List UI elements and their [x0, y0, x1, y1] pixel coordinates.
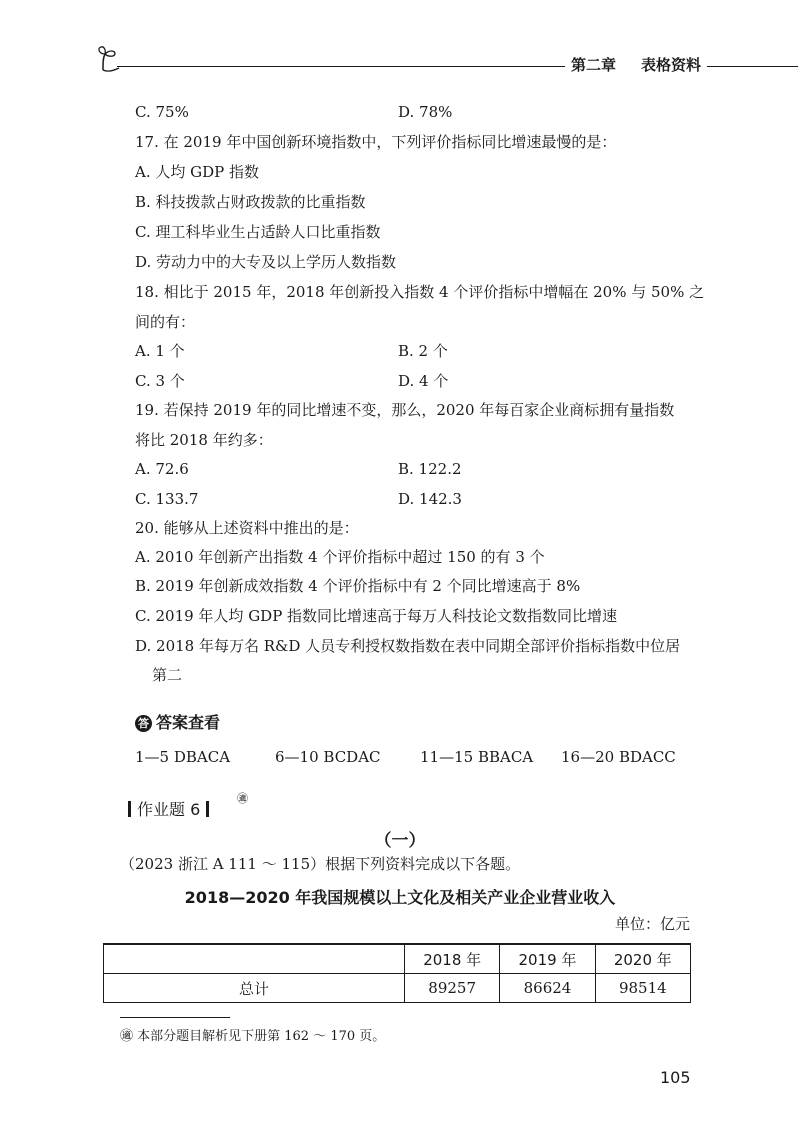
- table-header-cell: 2018 年: [405, 944, 500, 974]
- question-text: 将比 2018 年约多：: [135, 431, 273, 449]
- table-cell: 总计: [104, 974, 405, 1003]
- page-header: [95, 42, 800, 82]
- question-text: 20. 能够从上述资料中推出的是：: [135, 519, 359, 537]
- option-text: C. 理工科毕业生占适龄人口比重指数: [135, 223, 381, 241]
- header-rule-left: [117, 66, 582, 67]
- option-text: 第二: [152, 666, 183, 684]
- option-text: B. 122.2: [398, 460, 462, 478]
- table-unit: 单位：亿元: [614, 915, 690, 933]
- option-text: D. 142.3: [398, 490, 462, 508]
- answer-group: 6—10 BCDAC: [275, 748, 381, 766]
- option-text: C. 2019 年人均 GDP 指数同比增速高于每万人科技论文数指数同比增速: [135, 607, 618, 625]
- option-text: C. 75%: [135, 103, 189, 121]
- answer-group: 16—20 BDACC: [561, 748, 676, 766]
- table-row: [104, 974, 691, 1003]
- option-text: D. 4 个: [398, 372, 449, 390]
- table-header-cell: 2020 年: [595, 944, 690, 974]
- answer-title: 答案查看: [156, 713, 221, 732]
- revenue-table: [103, 943, 691, 1003]
- table-header-cell: 2019 年: [500, 944, 595, 974]
- sprout-icon: [95, 44, 123, 74]
- table-cell: 89257: [405, 974, 500, 1003]
- footnote-mark: ㊜: [237, 792, 248, 805]
- part-number: （一）: [374, 831, 426, 851]
- option-text: B. 2019 年创新成效指数 4 个评价指标中有 2 个同比增速高于 8%: [135, 577, 581, 595]
- homework-label: 作业题 6: [137, 800, 201, 819]
- section-title: 表格资料: [635, 54, 707, 75]
- option-text: D. 78%: [398, 103, 453, 121]
- question-text: 19. 若保持 2019 年的同比增速不变，那么，2020 年每百家企业商标拥有量指数: [135, 401, 675, 419]
- option-text: A. 2010 年创新产出指数 4 个评价指标中超过 150 的有 3 个: [135, 548, 545, 566]
- table-cell: 98514: [595, 974, 690, 1003]
- heading-bar: [206, 801, 209, 817]
- option-text: D. 2018 年每万名 R&D 人员专利授权数指数在表中同期全部评价指标指数中位居: [135, 637, 681, 655]
- footnote-rule: [120, 1017, 230, 1018]
- question-text: 17. 在 2019 年中国创新环境指数中，下列评价指标同比增速最慢的是：: [135, 133, 617, 151]
- option-text: C. 133.7: [135, 490, 199, 508]
- answer-group: 11—15 BBACA: [420, 748, 534, 766]
- question-text: 间的有：: [135, 313, 196, 331]
- table-cell: 86624: [500, 974, 595, 1003]
- header-rule-right: [700, 66, 798, 67]
- option-text: C. 3 个: [135, 372, 185, 390]
- homework-heading: [122, 797, 215, 820]
- heading-bar: [128, 801, 131, 817]
- table-title: 2018—2020 年我国规模以上文化及相关产业企业营业收入: [184, 888, 616, 907]
- answer-icon: 答: [135, 715, 152, 732]
- option-text: A. 1 个: [135, 342, 185, 360]
- option-text: B. 2 个: [398, 342, 448, 360]
- source-line: （2023 浙江 A 111 ～ 115）根据下列资料完成以下各题。: [120, 855, 521, 873]
- answer-heading: [135, 710, 220, 733]
- option-text: A. 人均 GDP 指数: [135, 163, 260, 181]
- table-header-row: [104, 944, 691, 974]
- page-number: 105: [660, 1068, 691, 1087]
- question-text: 18. 相比于 2015 年，2018 年创新投入指数 4 个评价指标中增幅在 20% 与 50% 之: [135, 283, 705, 301]
- footnote: ㊜ 本部分题目解析见下册第 162 ～ 170 页。: [120, 1029, 386, 1044]
- chapter-label: 第二章: [565, 54, 622, 75]
- answer-group: 1—5 DBACA: [135, 748, 231, 766]
- option-text: B. 科技拨款占财政拨款的比重指数: [135, 193, 366, 211]
- table-header-cell: [104, 944, 405, 974]
- option-text: D. 劳动力中的大专及以上学历人数指数: [135, 253, 397, 271]
- option-text: A. 72.6: [135, 460, 189, 478]
